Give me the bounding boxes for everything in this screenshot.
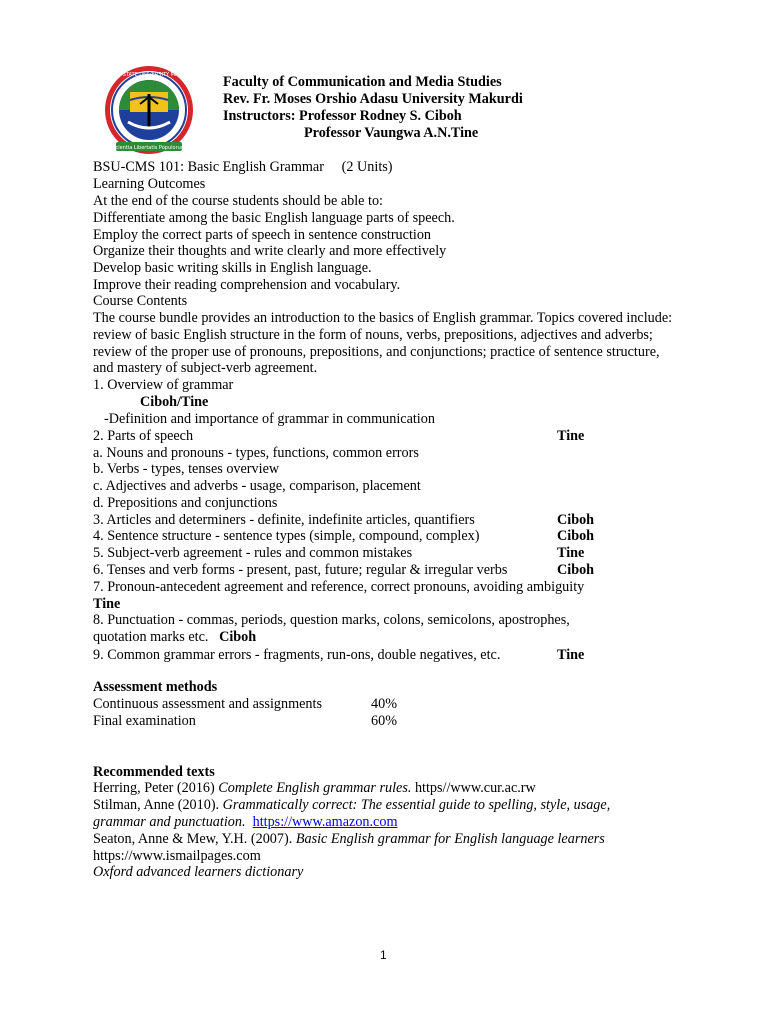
reference-2-author: Stilman, Anne (2010). [93,797,223,813]
reference-2 [93,797,610,814]
topic-3: 3. Articles and determiners - definite, indefinite articles, quantifiers [93,512,475,528]
instructors-line: Instructors: Professor Rodney S. Ciboh [223,108,462,124]
course-contents-paragraph: The course bundle provides an introduction to the basics of English grammar. Topics covered include: review of basic English structure in the form of nouns, verbs, prepositions, adjectives and adverbs; review of the proper use of pronouns, prepositions, and conjunctions; practice of sentence structure, and mastery of subject-verb agreement. [93,310,673,377]
reference-4: Oxford advanced learners dictionary [93,864,304,880]
topic-8-cont [93,629,256,646]
instructor-second: Professor Vaungwa A.N.Tine [304,125,479,141]
assessment-heading: Assessment methods [93,679,218,695]
course-code-title [93,159,393,176]
topic-1: 1. Overview of grammar [93,377,234,393]
reference-2-title: Grammatically correct: The essential guide to spelling, style, usage, [222,797,611,813]
assessment-item-label: Final examination [93,713,196,729]
crest-motto: Scientia Libertatis Populorum [112,145,186,151]
reference-2-link[interactable]: https://www.amazon.com [252,814,398,830]
assessment-item-value: 60% [371,713,398,729]
assessment-item-label: Continuous assessment and assignments [93,696,322,712]
reference-3-title: Basic English grammar for English language learners [295,831,605,847]
reference-3-url: https://www.ismailpages.com [93,848,261,864]
topic-5-instructor: Tine [557,545,585,561]
university-name: Rev. Fr. Moses Orshio Adasu University Makurdi [223,91,523,107]
outcome-item: Employ the correct parts of speech in sentence construction [93,227,432,243]
outcomes-intro: At the end of the course students should be able to: [93,193,383,209]
topic-6: 6. Tenses and verb forms - present, past, future; regular & irregular verbs [93,562,508,578]
reference-3-author: Seaton, Anne & Mew, Y.H. (2007). [93,831,296,847]
topic-8: 8. Punctuation - commas, periods, question marks, colons, semicolons, apostrophes, [93,612,570,628]
topic-4: 4. Sentence structure - sentence types (simple, compound, complex) [93,528,480,544]
topic-6-instructor: Ciboh [557,562,595,578]
outcome-item: Organize their thoughts and write clearly and more effectively [93,243,447,259]
outcome-item: Improve their reading comprehension and vocabulary. [93,277,401,293]
topic-2: 2. Parts of speech [93,428,194,444]
topic-8-instructor: Ciboh [219,629,257,645]
topic-7-instructor: Tine [93,596,121,612]
reference-1-author: Herring, Peter (2016) [93,780,219,796]
reference-3 [93,831,605,848]
course-code: BSU-CMS 101: Basic English Grammar [93,159,324,175]
recommended-texts-heading: Recommended texts [93,764,215,780]
reference-1 [93,780,536,797]
course-units: (2 Units) [341,159,393,175]
topic-7: 7. Pronoun-antecedent agreement and reference, correct pronouns, avoiding ambiguity [93,579,585,595]
topic-2c: c. Adjectives and adverbs - usage, comparison, placement [93,478,421,494]
topic-1-subtopic: -Definition and importance of grammar in communication [104,411,435,427]
learning-outcomes-heading: Learning Outcomes [93,176,206,192]
reference-2-cont [93,814,397,831]
topic-9: 9. Common grammar errors - fragments, run-ons, double negatives, etc. [93,647,501,663]
topic-2d: d. Prepositions and conjunctions [93,495,278,511]
course-contents-heading: Course Contents [93,293,188,309]
reference-2-title-cont: grammar and punctuation. [93,814,246,830]
topic-8-cont-text: quotation marks etc. [93,629,209,645]
outcome-item: Develop basic writing skills in English language. [93,260,372,276]
topic-1-instructor: Ciboh/Tine [140,394,209,410]
crest-ring-text: BENUE STATE UNIVERSITY MAKURDI [103,72,195,78]
reference-1-url: https//www.cur.ac.rw [411,780,536,796]
university-crest-icon [100,64,198,156]
page-number: 1 [380,948,387,962]
topic-2-instructor: Tine [557,428,585,444]
topic-2a: a. Nouns and pronouns - types, functions, common errors [93,445,419,461]
faculty-title: Faculty of Communication and Media Studies [223,74,502,90]
outcome-item: Differentiate among the basic English language parts of speech. [93,210,455,226]
topic-5: 5. Subject-verb agreement - rules and common mistakes [93,545,413,561]
topic-9-instructor: Tine [557,647,585,663]
topic-4-instructor: Ciboh [557,528,595,544]
assessment-item-value: 40% [371,696,398,712]
reference-1-title: Complete English grammar rules. [218,780,412,796]
topic-3-instructor: Ciboh [557,512,595,528]
topic-2b: b. Verbs - types, tenses overview [93,461,280,477]
